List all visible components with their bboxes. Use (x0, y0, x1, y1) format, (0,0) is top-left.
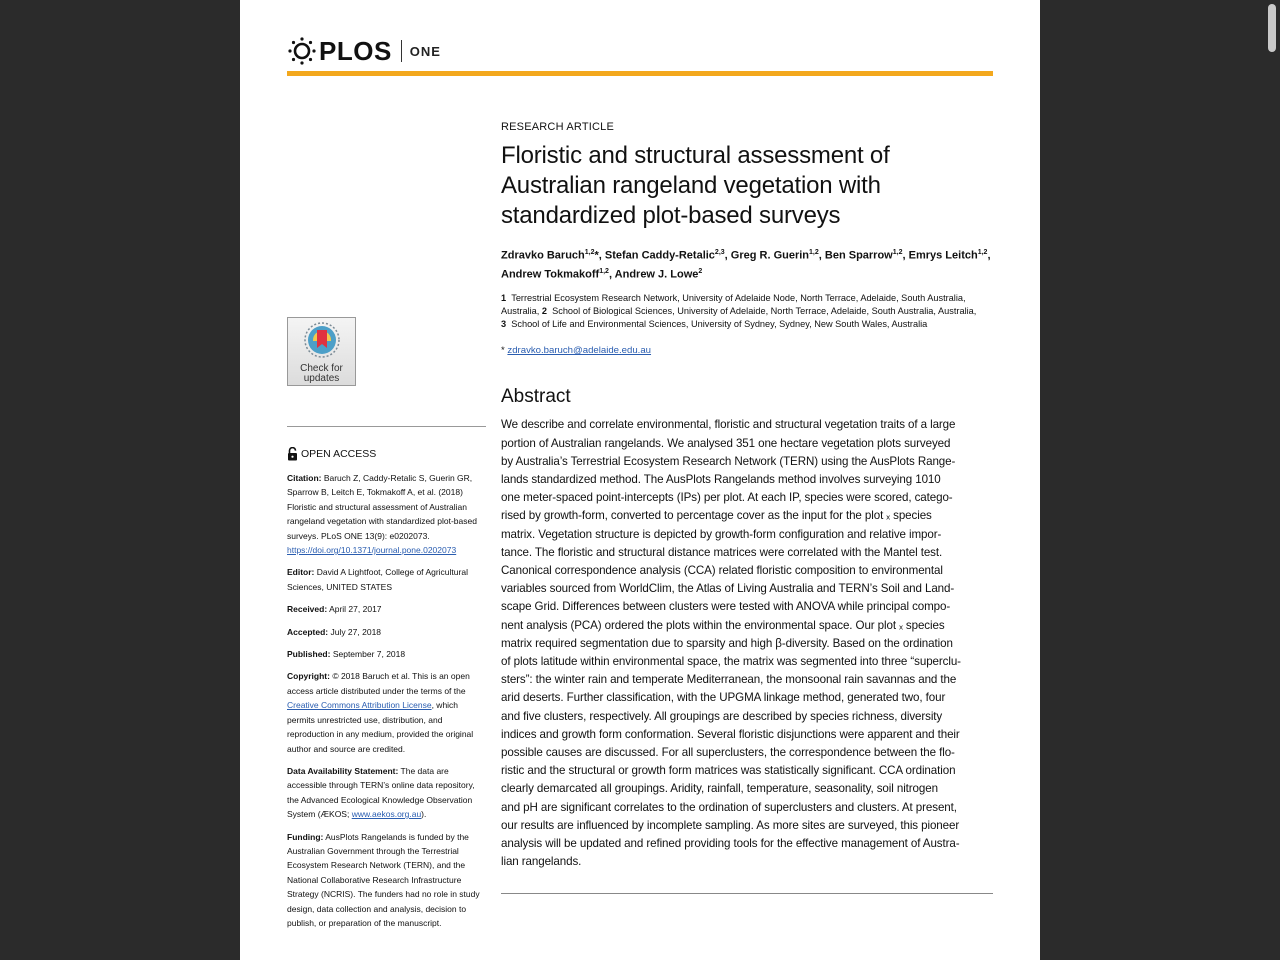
copyright-label: Copyright: (287, 671, 330, 682)
journal-brand: PLOS (319, 35, 392, 66)
abstract-line: and pH are significant correlates to the ordination of superclusters and clusters. At present, (501, 800, 957, 814)
abstract-line: ristic and the structural or growth form matrices was statistically significant. CCA ordination (501, 764, 956, 778)
accepted-date: July 27, 2018 (328, 626, 382, 637)
crossmark-icon (303, 321, 341, 359)
author-separator: , (598, 249, 605, 262)
abstract-line: and five clusters, respectively. All groupings are described by species richness, diversity (501, 709, 943, 723)
funding-block (287, 830, 486, 931)
author-name: Andrew Tokmakoff (501, 268, 600, 281)
abstract-bottom-rule (501, 893, 993, 894)
author-separator: , (608, 268, 615, 281)
funding-text: AusPlots Rangelands is funded by the Australian Government through the Terrestrial Ecosystem Research Network (TERN), and the National Collaborative Research Infrastructure Strategy (NCRIS). The funders had no role in study design, data collection and analysis, decision to publish, or preparation of the manuscript. (287, 831, 480, 928)
corresponding-mark: * (501, 345, 505, 357)
pdf-page (240, 0, 1040, 960)
correspondence (501, 345, 993, 356)
accepted-block (287, 625, 486, 639)
plos-sun-icon (287, 36, 317, 66)
affiliation-text: School of Biological Sciences, University of Adelaide, North Terrace, Adelaide, South Australia, Australia, (552, 306, 977, 317)
author-affiliation-ref: 2 (698, 267, 703, 275)
data-availability-text-1: The data are accessible through TERN’s online data repository, the Advanced Ecological Knowledge Observation System (ÆKOS; (287, 765, 475, 820)
author-name: Stefan Caddy-Retalic (604, 249, 715, 262)
license-link[interactable]: Creative Commons Attribution License (287, 700, 432, 711)
abstract-line: sters”: the winter rain and temperate Mediterranean, the monsoonal rain savannas and the (501, 673, 957, 687)
published-block (287, 647, 486, 661)
author-name: Greg R. Guerin (730, 249, 810, 262)
abstract-line: matrix. Vegetation structure is depicted by growth-form configuration and relative impor- (501, 527, 942, 541)
abstract-text (501, 416, 993, 871)
abstract-line: portion of Australian rangelands. We analysed 351 one hectare vegetation plots surveyed (501, 436, 951, 450)
author-name: Emrys Leitch (908, 249, 978, 262)
journal-logo (287, 34, 441, 68)
author-list (501, 245, 993, 282)
received-block (287, 602, 486, 616)
author-affiliation-ref: 1,2 (584, 249, 595, 256)
abstract-line: clearly demarcated all groupings. Aridity, rainfall, temperature, seasonality, soil nitrogen (501, 782, 938, 796)
article-type: RESEARCH ARTICLE (501, 121, 615, 133)
affiliations (501, 292, 993, 331)
abstract-line: rised by growth-form, converted to percentage cover as the input for the plot ₓ species (501, 509, 932, 523)
data-availability-label: Data Availability Statement: (287, 765, 399, 776)
abstract-line: analysis will be updated and refined providing tools for the effective management of Austra- (501, 836, 960, 850)
article-main (501, 121, 993, 871)
author-separator: , (818, 249, 825, 262)
affiliation-text: Terrestrial Ecosystem Research Network, University of Adelaide Node, North Terrace, Adelaide, South Australia, Australia, (501, 293, 966, 317)
open-access-label (287, 447, 486, 461)
author-affiliation-ref: 1,2 (977, 249, 988, 256)
abstract-line: indices and growth form conformation. Several floristic disjunctions were apparent and their (501, 727, 960, 741)
abstract-line: variables sourced from WorldClim, the Atlas of Living Australia and TERN’s Soil and Land- (501, 582, 955, 596)
logo-divider (401, 40, 402, 62)
sidebar-metadata (287, 426, 486, 938)
editor-label: Editor: (287, 567, 315, 578)
author-name: Ben Sparrow (824, 249, 893, 262)
author-separator: , (902, 249, 909, 262)
affiliation-number: 1 (501, 293, 507, 304)
author-name: Zdravko Baruch (501, 249, 585, 262)
badge-label-line2: updates (303, 373, 340, 384)
abstract-line: by Australia’s Terrestrial Ecosystem Research Network (TERN) using the AusPlots Range- (501, 454, 956, 468)
doi-link[interactable]: https://doi.org/10.1371/journal.pone.0202073 (287, 545, 457, 556)
abstract-line: arid deserts. Further classification, with the UPGMA linkage method, generated two, four (501, 691, 946, 705)
article-title: Floristic and structural assessment of Australian rangeland vegetation with standardized plot-based surveys (501, 142, 890, 229)
published-label: Published: (287, 649, 331, 660)
abstract-heading: Abstract (501, 386, 571, 408)
abstract-line: tance. The floristic and structural distance matrices were correlated with the Mantel test. (501, 545, 943, 559)
data-availability-text-2: ). (421, 809, 427, 820)
header-accent-bar (287, 71, 993, 76)
abstract-line: nent analysis (PCA) ordered the plots within the environmental space. Our plot ₓ species (501, 618, 945, 632)
abstract-line: one meter-spaced point-intercepts (IPs) per plot. At each IP, species were scored, catego- (501, 491, 953, 505)
abstract-line: our results are influenced by incomplete sampling. As more sites are surveyed, this pioneer (501, 818, 960, 832)
abstract-line: of plots latitude within environmental space, the matrix was segmented into three “superclu- (501, 654, 961, 668)
abstract-line: We describe and correlate environmental, floristic and structural vegetation traits of a large (501, 418, 956, 432)
published-date: September 7, 2018 (330, 649, 406, 660)
badge-label-line1: Check for (300, 363, 343, 374)
citation-label: Citation: (287, 473, 322, 483)
citation-block (287, 471, 486, 557)
aekos-link[interactable]: www.aekos.org.au (351, 809, 422, 820)
journal-sub: ONE (409, 43, 441, 59)
author-separator: , (987, 249, 991, 262)
affiliation-number: 3 (501, 319, 507, 330)
viewer-scrollbar-thumb[interactable] (1268, 4, 1276, 52)
abstract-line: scape Grid. Differences between clusters were tested with ANOVA while principal compo- (501, 600, 951, 614)
author-affiliation-ref: 1,2 (599, 267, 609, 275)
accepted-label: Accepted: (287, 626, 329, 637)
abstract-line: matrix required segmentation due to sparsity and high β-diversity. Based on the ordination (501, 636, 953, 650)
author-affiliation-ref: 1,2 (809, 249, 819, 256)
open-access-text: OPEN ACCESS (301, 448, 377, 460)
received-date: April 27, 2017 (327, 604, 382, 615)
editor-text: David A Lightfoot, College of Agricultural Sciences, UNITED STATES (287, 567, 468, 592)
received-label: Received: (287, 604, 328, 615)
author-corresponding-mark: * (594, 249, 599, 262)
copyright-block (287, 669, 486, 755)
funding-label: Funding: (287, 831, 324, 842)
author-affiliation-ref: 2,3 (714, 249, 725, 256)
citation-text: Baruch Z, Caddy-Retalic S, Guerin GR, Sparrow B, Leitch E, Tokmakoff A, et al. (2018) Floristic and structural assessment of Australian rangeland vegetation with standardized plot-based surveys. PLoS ONE 13(9): e0202073. (287, 473, 477, 541)
affiliation-text: School of Life and Environmental Sciences, University of Sydney, Sydney, New South Wales, Australia (511, 319, 928, 330)
author-name: Andrew J. Lowe (614, 268, 699, 281)
abstract-line: possible causes are discussed. For all superclusters, the correspondence between the flo- (501, 745, 955, 759)
open-lock-icon (287, 447, 298, 461)
abstract-line: Canonical correspondence analysis (CCA) related floristic composition to environmental (501, 563, 943, 577)
editor-block (287, 565, 486, 594)
copyright-text-2: , which permits unrestricted use, distribution, and reproduction in any medium, provided the original author and source are credited. (287, 700, 474, 754)
copyright-text-1: © 2018 Baruch et al. This is an open access article distributed under the terms of the (287, 671, 470, 696)
abstract-line: lands standardized method. The AusPlots Rangelands method involves surveying 1010 (501, 472, 941, 486)
author-separator: , (724, 249, 731, 262)
corresponding-email-link[interactable]: zdravko.baruch@adelaide.edu.au (507, 345, 652, 357)
author-affiliation-ref: 1,2 (892, 249, 903, 256)
affiliation-number: 2 (541, 306, 547, 317)
data-availability-block (287, 764, 486, 822)
abstract-line: lian rangelands. (501, 855, 582, 869)
check-for-updates-badge[interactable] (287, 317, 356, 386)
